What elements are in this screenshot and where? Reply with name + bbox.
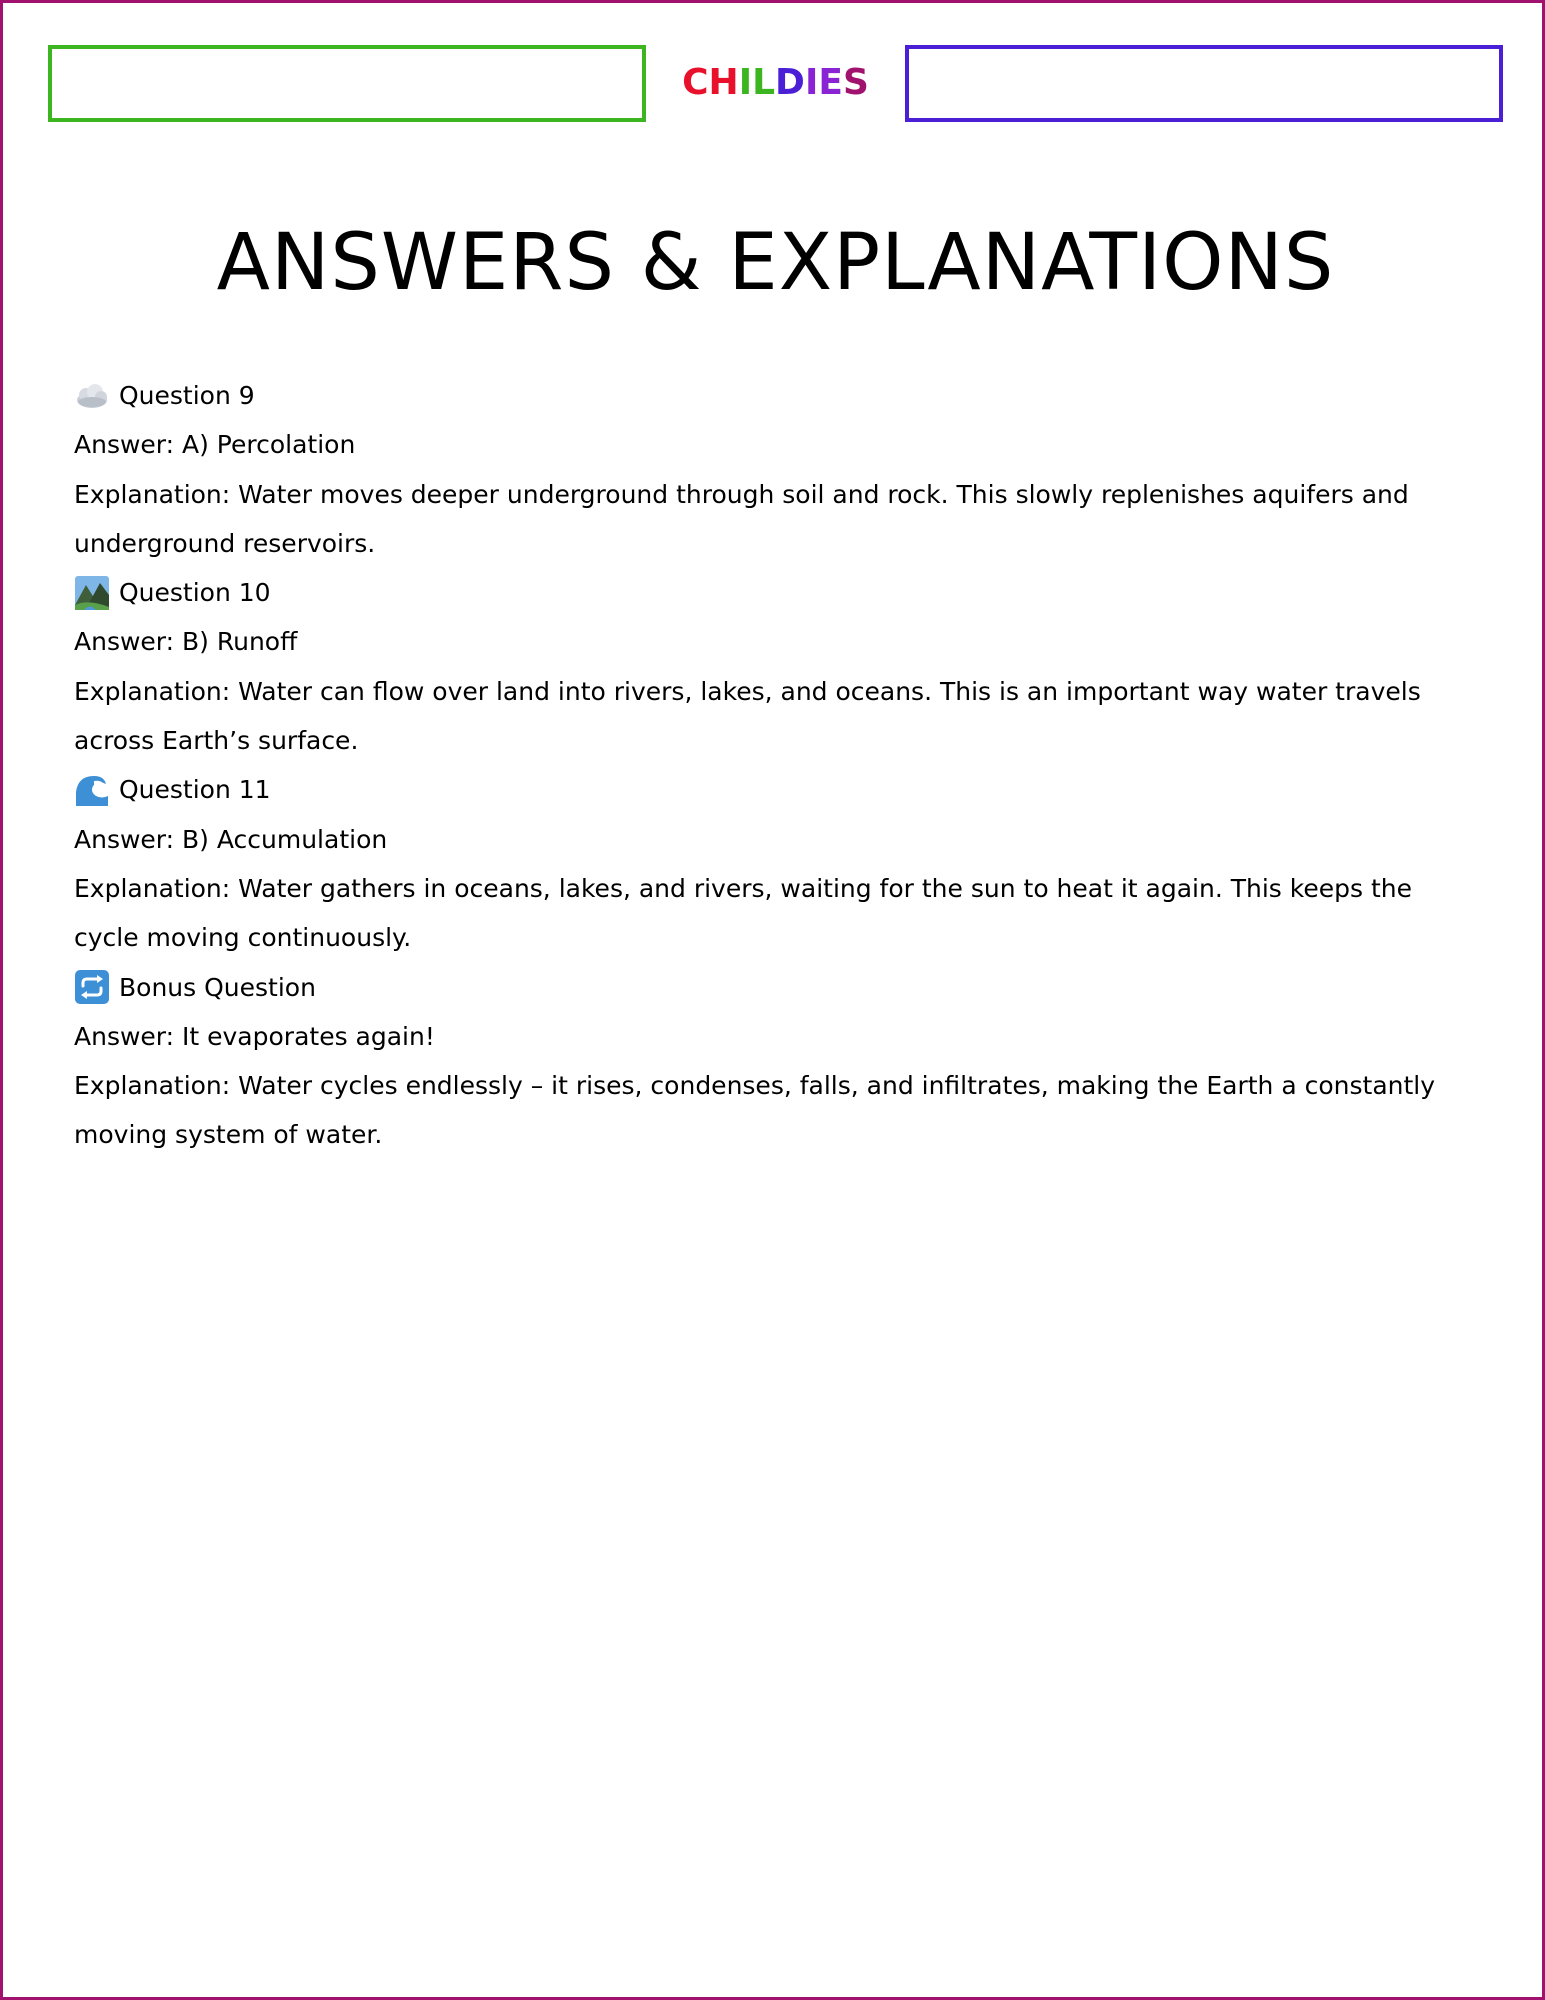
question-heading	[74, 371, 1484, 420]
brand-letter: D	[775, 62, 805, 103]
explanation-text: Explanation: Water moves deeper underground through soil and rock. This slowly replenishes aquifers and underground reservoirs.	[74, 479, 1409, 558]
header-right-box	[905, 45, 1503, 122]
explanation-text: Explanation: Water cycles endlessly – it rises, condenses, falls, and infiltrates, making the Earth a constantly moving system of water.	[74, 1071, 1436, 1150]
question-heading-text: Question 10	[119, 578, 271, 608]
header-left-box	[48, 45, 646, 122]
brand-logo	[646, 61, 905, 105]
repeat-icon	[74, 969, 110, 1005]
brand-letter: C	[682, 62, 709, 103]
explanation-text: Explanation: Water can flow over land into rivers, lakes, and oceans. This is an important way water travels across Earth’s surface.	[74, 676, 1421, 756]
wave-icon	[74, 772, 110, 808]
answers-list	[74, 371, 1484, 1160]
answer-text: Answer: B) Accumulation	[74, 824, 388, 854]
question-heading-text: Bonus Question	[119, 972, 316, 1002]
brand-letter: L	[752, 62, 776, 103]
answer-text: Answer: B) Runoff	[74, 627, 298, 657]
question-heading-text: Question 11	[119, 775, 271, 805]
cloud-icon	[74, 378, 110, 414]
page-title: ANSWERS & EXPLANATIONS	[216, 218, 1335, 308]
question-heading	[74, 963, 1484, 1012]
brand-letter: I	[738, 62, 753, 103]
landscape-icon	[74, 575, 110, 611]
question-heading-text: Question 9	[119, 381, 255, 410]
question-heading	[74, 765, 1484, 814]
answer-text: Answer: A) Percolation	[74, 430, 356, 460]
brand-letter: H	[708, 62, 739, 103]
brand-letter: S	[842, 62, 869, 103]
explanation-text: Explanation: Water gathers in oceans, lakes, and rivers, waiting for the sun to heat it again. This keeps the cycle moving continuously.	[74, 873, 1412, 953]
question-heading	[74, 568, 1484, 617]
brand-letter: I	[804, 62, 819, 103]
answer-text: Answer: It evaporates again!	[74, 1021, 435, 1051]
brand-letter: E	[818, 62, 843, 103]
